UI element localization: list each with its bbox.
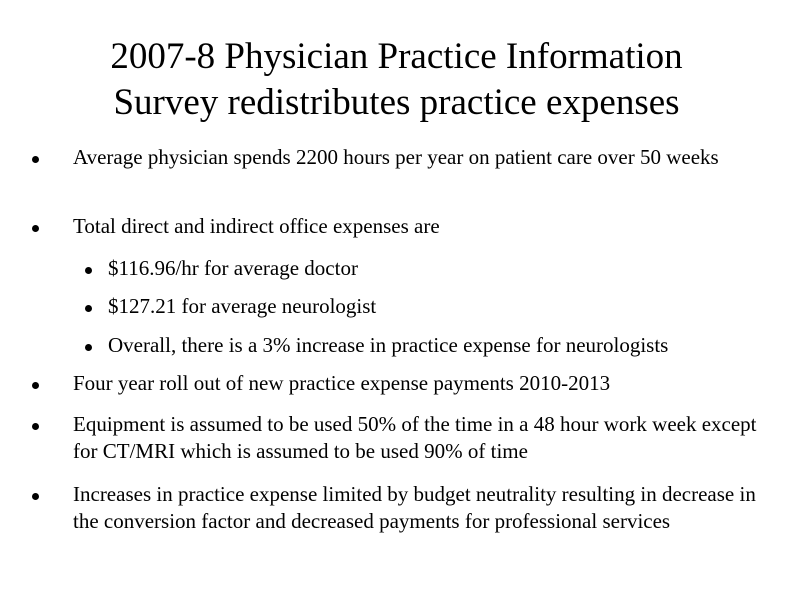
bullet-item: [73, 411, 773, 465]
bullet-dot-icon: [85, 305, 92, 312]
bullet-item: [73, 144, 773, 171]
bullet-text: Average physician spends 2200 hours per year on patient care over 50 weeks: [73, 145, 719, 169]
bullet-text: Four year roll out of new practice expense payments 2010-2013: [73, 371, 611, 395]
sub-bullet-item: [108, 255, 788, 282]
bullet-item: [73, 213, 773, 240]
sub-bullet-item: [108, 332, 788, 359]
slide-title-line-1: 2007-8 Physician Practice Information: [110, 36, 683, 77]
bullet-dot-icon: [32, 156, 39, 163]
bullet-dot-icon: [32, 225, 39, 232]
bullet-dot-icon: [32, 493, 39, 500]
bullet-item: [73, 481, 773, 535]
bullet-dot-icon: [85, 344, 92, 351]
bullet-dot-icon: [32, 382, 39, 389]
bullet-text: Equipment is assumed to be used 50% of the time in a 48 hour work week except for CT/MRI which is assumed to be used 90% of time: [73, 412, 757, 463]
sub-bullet-item: [108, 293, 788, 320]
bullet-text: Total direct and indirect office expenses are: [73, 214, 440, 238]
bullet-item: [73, 370, 773, 397]
sub-bullet-text: $116.96/hr for average doctor: [108, 256, 358, 280]
bullet-text: Increases in practice expense limited by budget neutrality resulting in decrease in the conversion factor and decreased payments for professional services: [73, 482, 756, 533]
slide-title-line-2: Survey redistributes practice expenses: [113, 82, 680, 123]
bullet-dot-icon: [85, 267, 92, 274]
sub-bullet-text: Overall, there is a 3% increase in practice expense for neurologists: [108, 333, 669, 357]
sub-bullet-text: $127.21 for average neurologist: [108, 294, 377, 318]
bullet-dot-icon: [32, 423, 39, 430]
